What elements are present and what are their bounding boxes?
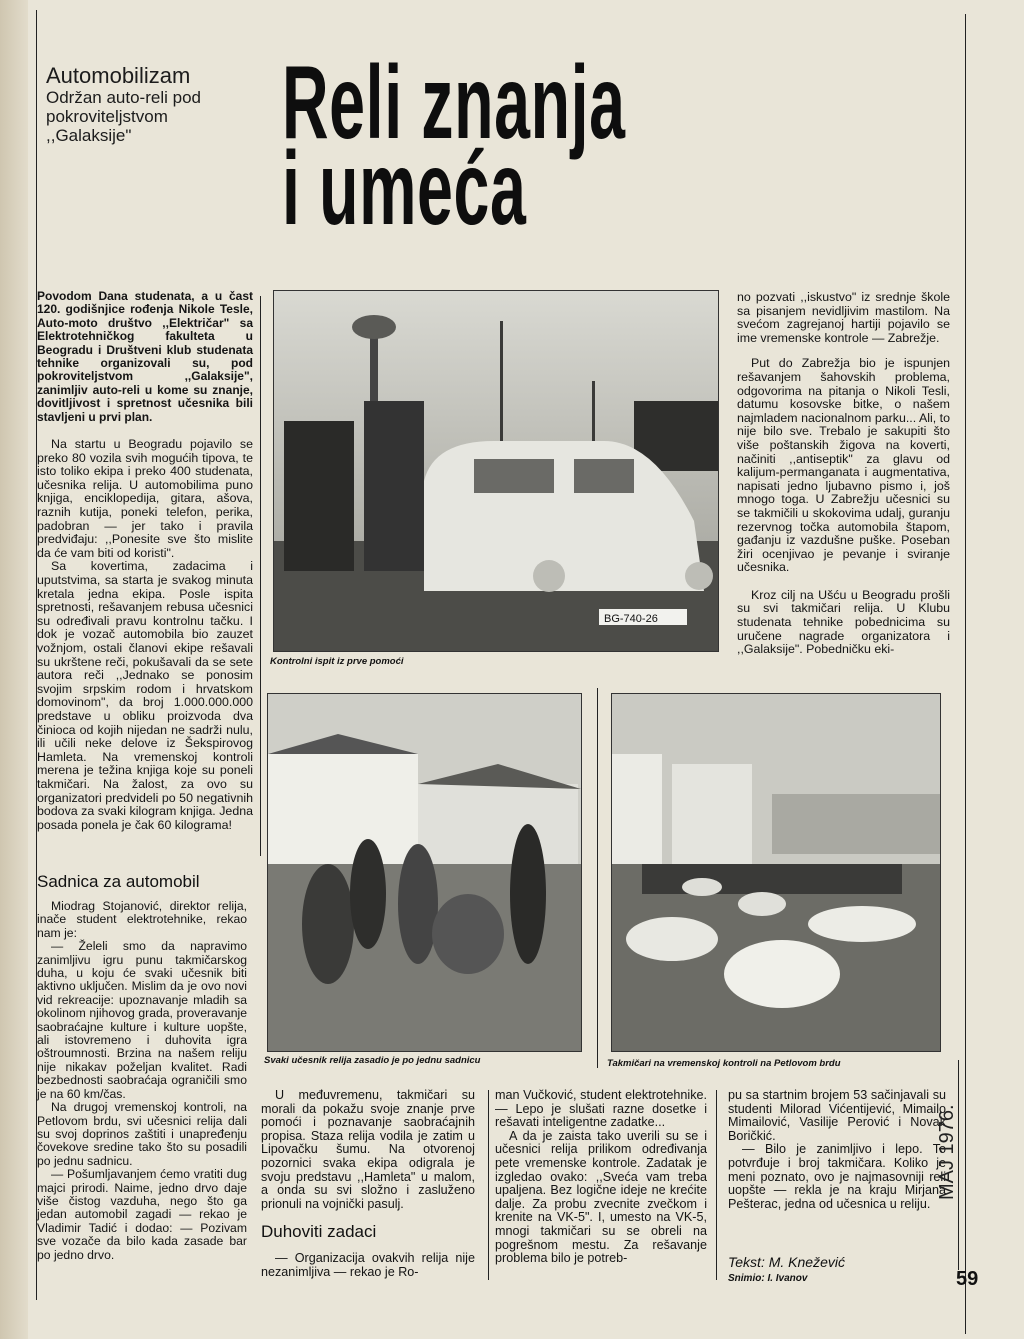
photo-tree-planting	[267, 693, 582, 1052]
column-bottom-1-continued	[261, 1252, 475, 1279]
col1-paragraph-6: — Pošumljavanjem ćemo vratiti dug majci prirodi. Naime, jedno drvo daje više čistog vazduha, nego što ga jedan automobil zagadi — rekao je Vladimir Tadić i dodao: — Pozivam sve vozače da bilo kada zasade bar po jedno drvo.	[37, 1167, 247, 1262]
page-number: 59	[956, 1268, 979, 1290]
caption-tree-planting: Svaki učesnik relija zasadio je po jednu sadnicu	[264, 1055, 481, 1066]
category-label: Automobilizam	[46, 63, 191, 88]
kicker-subtitle-3: ,,Galaksije"	[46, 126, 132, 145]
right-paragraph-1: no pozvati ,,iskustvo" iz srednje škole sa pisanjem nevidljivim mastilom. Na svećom zagrejanoj hartiji pojavilo se ime vremenske kontrole — Zabrežje.	[737, 290, 950, 345]
bottom2-paragraph-2: A da je zaista tako uverili su se i učesnici relija prilikom određivanja pete vremenske kontrole. Zadatak je izgledao ovako: ,,Sveća vam treba upaljena. Bez logične ideje ne krećite dalje. Za probu zvecnite zvečkom i krenite na VK-5". I, umesto na VK-5, mnogi takmičari su se obreli na pogrešnom mestu. Za rešavanje problema bilo je potreb-	[495, 1128, 707, 1266]
column-right-top	[737, 291, 950, 657]
bottom3-paragraph-2: — Bilo je zanimljivo i lepo. To potvrđuje i broj takmičara. Koliko je meni poznato, ovo je najmasovniji reli uopšte — rekla je na kraju Mirjana Pešterac, jedna od učesnica u reliju.	[728, 1142, 946, 1211]
article-headline	[282, 45, 626, 247]
headline-line-1: Reli znanja	[282, 45, 626, 161]
column-rule-3	[716, 1090, 717, 1280]
right-margin-rule	[965, 14, 966, 1334]
column-bottom-1	[261, 1089, 475, 1211]
col1-paragraph-3: Miodrag Stojanović, direktor relija, inače student elektrotehnike, rekao nam je:	[37, 899, 247, 940]
lead-paragraph: Povodom Dana studenata, a u čast 120. godišnjice rođenja Nikole Tesle, Auto-moto društvo ,,Električar" sa Elektrotehničkog fakulteta u Beogradu i Društveni klub studenata tehnike organizovali su, pod pokroviteljstvom ,,Galaksije", zanimljiv auto-reli u kome su znanje, dovitljivost i spretnost učesnika bili stavljeni u prvi plan.	[37, 289, 253, 424]
column-bottom-2	[495, 1089, 707, 1266]
headline-line-2: i umeća	[282, 131, 527, 247]
section-heading-duhoviti: Duhoviti zadaci	[261, 1222, 377, 1241]
col1-paragraph-2: Sa kovertima, zadacima i uputstvima, sa starta je svakog minuta kretala jedna ekipa. Posle ispita spretnosti, rešavanjem rebusa učesnici su određivali pravu kontrolnu tačku. I dok je vozač automobila bio zauzet vožnjom, ostali članovi ekipe rešavali su ukrštene reči, pokušavali da se sete autora reči ,,Jednako se ponosim svojim srpskim rodom i hrvatskom domovinom", da broj 1.000.000.000 predstave u obliku proizvoda dva činioca od kojih nijedan ne sadrži nulu, ili učili neke delove iz Šekspirovog Hamleta. Na vremenskoj kontroli merena je težina knjiga koje su poneli takmičari. Na žalost, za ovo su organizatori predvideli po 50 negativnih bodova za svaki kilogram knjiga. Jedna posada ponela je čak 60 kilograma!	[37, 559, 253, 832]
photo-time-control-image	[612, 694, 940, 1051]
col1-paragraph-5: Na drugoj vremenskoj kontroli, na Petlovom brdu, svi učesnici relija dali su svoj doprinos zaštiti i unapređenju čovekove sredine tako što su posadili po jednu sadnicu.	[37, 1100, 247, 1168]
bottom1-paragraph-2: — Organizacija ovakvih relija nije nezanimljiva — rekao je Ro-	[261, 1251, 475, 1279]
photo-time-control	[611, 693, 941, 1052]
caption-time-control: Takmičari na vremenskoj kontroli na Petlovom brdu	[607, 1058, 841, 1069]
column-1-continued	[37, 900, 247, 1262]
column-rule-2	[488, 1090, 489, 1280]
column-rule-1	[260, 296, 261, 856]
column-bottom-3	[728, 1089, 946, 1211]
bottom3-paragraph-1: pu sa startnim brojem 53 sačinjavali su studenti Milorad Vićentijević, Mimailo Mimailović, Vasilije Perović i Novak Boričkić.	[728, 1088, 946, 1143]
kicker-subtitle-2: pokroviteljstvom	[46, 107, 168, 126]
issue-date: MAJ 1976.	[936, 1104, 958, 1200]
text-credit: Tekst: M. Knežević	[728, 1254, 845, 1270]
photo-first-aid-image	[274, 291, 718, 651]
license-plate: BG-740-26	[604, 613, 658, 625]
photo-credit: Snimio: I. Ivanov	[728, 1273, 808, 1284]
photo-first-aid	[273, 290, 719, 652]
caption-first-aid: Kontrolni ispit iz prve pomoći	[270, 656, 404, 667]
column-1	[37, 290, 253, 832]
kicker-subtitle-1: Održan auto-reli pod	[46, 88, 201, 107]
col1-paragraph-4: — Želeli smo da napravimo zanimljivu igru punu takmičarskog duha, u koju će svaki učesnik biti aktivno uključen. Mislim da je ovo novi vid rekreacije: upoznavanje mladih sa okolinom njihovog grada, proveravanje saobraćajne kulture i kulture uopšte, ali istovremeno i duhovita igra oštroumnosti. Brzina na našem reliju nije nikakav poželjan kvalitet. Radi bezbednosti saobraćaja ograničili smo je na 60 km/čas.	[37, 939, 247, 1101]
photo-tree-planting-image	[268, 694, 581, 1051]
right-paragraph-3: Kroz cilj na Ušću u Beogradu prošli su svi takmičari relija. U Klubu studenata tehnike pobednicima su uručene nagrade organizatora i ,,Galaksije". Pobedničku eki-	[737, 587, 950, 657]
photo-divider	[597, 688, 598, 1068]
bottom1-paragraph-1: U međuvremenu, takmičari su morali da pokažu svoje znanje prve pomoći i poznavanje saobraćajnih propisa. Staza relija vodila je zatim u Lipovačku šumu. Na otvorenoj pozornici svaka ekipa odigrala je svoju predstavu ,,Hamleta" u malom, a onda su svi složno i zasluženo prionuli na vojnički pasulj.	[261, 1088, 475, 1211]
bottom2-paragraph-1: man Vučković, student elektrotehnike. — Lepo je slušati razne dosetke i rešavati inteligentne zadatke...	[495, 1088, 707, 1130]
col1-paragraph-1: Na startu u Beogradu pojavilo se preko 80 vozila svih mogućih tipova, te isto toliko ekipa i preko 400 studenata, učesnika relija. U automobilima puno knjiga, enciklopedija, gitara, ašova, raznih kutija, poneki telefon, perika, padobran — jer tako i pravila predviđaju: ,,Ponesite sve što mislite da će vam biti od koristi".	[37, 437, 253, 560]
article-kicker	[46, 64, 276, 145]
section-heading-sadnica: Sadnica za automobil	[37, 872, 200, 891]
right-paragraph-2: Put do Zabrežja bio je ispunjen rešavanjem šahovskih problema, odgovorima na pitanja o Nikoli Tesli, datumu kosovske bitke, o našem najmladem nacionalnom parku... Ali, to nije bilo sve. Trebalo je sakupiti što više poštanskih žigova na koverti, načiniti ,,antiseptik" za glavu od kalijum-permanganata i augmentativa, napisati jedno ljubavno pismo i, još mnogo toga. U Zabrežju učesnici su se takmičili u skokovima udalj, guranju rezervnog točka automobila štapom, gađanju iz vazdušne puške. Poseban žiri ocenjivao je pevanje i sviranje učesnika.	[737, 356, 950, 575]
